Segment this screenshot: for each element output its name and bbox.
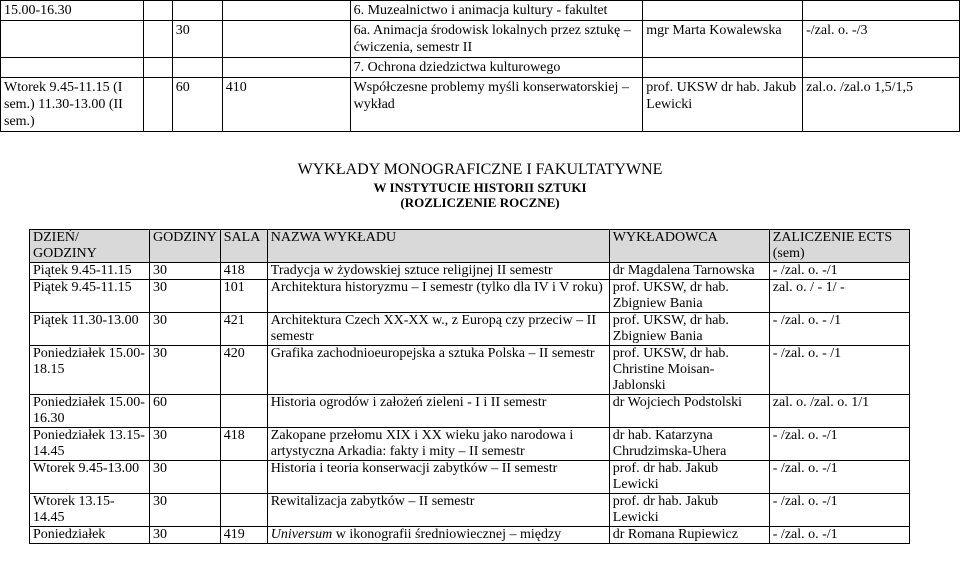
day-cell: Wtorek 13.15-14.45 bbox=[30, 494, 150, 527]
room-cell: 418 bbox=[220, 263, 267, 280]
day-cell: Poniedziałek 13.15-14.45 bbox=[30, 428, 150, 461]
day-cell: Piątek 9.45-11.15 bbox=[30, 280, 150, 313]
table-row bbox=[30, 461, 910, 494]
day-cell: Wtorek 9.45-13.00 bbox=[30, 461, 150, 494]
hours-cell: 30 bbox=[150, 428, 221, 461]
lecturer-cell: mgr Marta Kowalewska bbox=[643, 21, 803, 58]
section-note: (ROZLICZENIE ROCZNE) bbox=[400, 195, 560, 210]
table-row bbox=[1, 78, 960, 132]
course-name-cell: 6a. Animacja środowisk lokalnych przez sztukę – ćwiczenia, semestr II bbox=[350, 21, 643, 58]
lecturer-cell: dr Magdalena Tarnowska bbox=[609, 263, 769, 280]
credit-cell: - /zal. o. -/1 bbox=[769, 527, 909, 544]
course-name-cell: Historia i teoria konserwacji zabytków – II semestr bbox=[267, 461, 609, 494]
lecturer-cell: dr Romana Rupiewicz bbox=[609, 527, 769, 544]
table-row bbox=[30, 313, 910, 346]
day-cell: Wtorek 9.45-11.15 (I sem.) 11.30-13.00 (II sem.) bbox=[1, 78, 144, 132]
room-cell: 418 bbox=[220, 428, 267, 461]
course-name-cell: Architektura historyzmu – I semestr (tylko dla IV i V roku) bbox=[267, 280, 609, 313]
section-subtitle: W INSTYTUCIE HISTORII SZTUKI bbox=[373, 180, 587, 195]
hours-cell: 30 bbox=[150, 280, 221, 313]
lecturer-cell: prof. dr hab. Jakub Lewicki bbox=[609, 494, 769, 527]
previous-schedule-table bbox=[0, 0, 960, 155]
room-cell bbox=[220, 395, 267, 428]
course-name-cell: 6. Muzealnictwo i animacja kultury - fakultet bbox=[350, 1, 643, 21]
table-row bbox=[1, 58, 960, 78]
lectures-table bbox=[29, 229, 910, 544]
day-cell: Piątek 11.30-13.00 bbox=[30, 313, 150, 346]
day-cell: Poniedziałek bbox=[30, 527, 150, 544]
course-name-cell: Architektura Czech XX-XX w., z Europą czy przeciw – II semestr bbox=[267, 313, 609, 346]
credit-cell: - /zal. o. -/1 bbox=[769, 494, 909, 527]
room-cell bbox=[220, 494, 267, 527]
credit-cell: - /zal. o. - /1 bbox=[769, 313, 909, 346]
lecturer-cell: prof. UKSW, dr hab. Zbigniew Bania bbox=[609, 313, 769, 346]
header-credit: ZALICZENIE ECTS (sem) bbox=[769, 230, 909, 263]
credit-cell: - /zal. o. -/1 bbox=[769, 263, 909, 280]
course-name-italic: Universum bbox=[270, 527, 333, 542]
course-name-cell: Historia ogrodów i założeń zieleni - I i II semestr bbox=[267, 395, 609, 428]
hours-cell: 30 bbox=[172, 21, 222, 58]
lecturer-cell: dr Wojciech Podstolski bbox=[609, 395, 769, 428]
table-header-row bbox=[30, 230, 910, 263]
table-row bbox=[30, 395, 910, 428]
course-name-cell: Rewitalizacja zabytków – II semestr bbox=[267, 494, 609, 527]
room-cell: 421 bbox=[220, 313, 267, 346]
header-hours: GODZINY bbox=[150, 230, 221, 263]
credit-cell: - /zal. o. -/1 bbox=[769, 428, 909, 461]
lecturer-cell: prof. dr hab. Jakub Lewicki bbox=[609, 461, 769, 494]
course-name-cell: 7. Ochrona dziedzictwa kulturowego bbox=[350, 58, 643, 78]
header-name: NAZWA WYKŁADU bbox=[267, 230, 609, 263]
day-cell: Poniedziałek 15.00-18.15 bbox=[30, 346, 150, 395]
day-cell: 15.00-16.30 bbox=[1, 1, 144, 21]
credit-cell: zal. o. / - 1/ - bbox=[769, 280, 909, 313]
hours-cell: 30 bbox=[150, 313, 221, 346]
hours-cell: 30 bbox=[150, 494, 221, 527]
hours-cell: 60 bbox=[172, 78, 222, 132]
table-row bbox=[30, 346, 910, 395]
header-day: DZIEŃ/ GODZINY bbox=[30, 230, 150, 263]
room-cell: 419 bbox=[220, 527, 267, 544]
table-row bbox=[30, 263, 910, 280]
room-cell bbox=[220, 461, 267, 494]
room-cell: 101 bbox=[220, 280, 267, 313]
credit-cell: zal. o. /zal. o. 1/1 bbox=[769, 395, 909, 428]
course-name-cell: Współczesne problemy myśli konserwatorskiej – wykład bbox=[350, 78, 643, 132]
section-heading bbox=[0, 160, 960, 210]
credit-cell: -/zal. o. -/3 bbox=[803, 21, 960, 58]
table-row bbox=[30, 280, 910, 313]
lecturer-cell: prof. UKSW, dr hab. Christine Moisan-Jablonski bbox=[609, 346, 769, 395]
header-lecturer: WYKŁADOWCA bbox=[609, 230, 769, 263]
hours-cell: 30 bbox=[150, 263, 221, 280]
hours-cell: 30 bbox=[150, 527, 221, 544]
credit-cell: zal.o. /zal.o 1,5/1,5 bbox=[803, 78, 960, 132]
course-name-cell: Tradycja w żydowskiej sztuce religijnej II semestr bbox=[267, 263, 609, 280]
room-cell: 420 bbox=[220, 346, 267, 395]
credit-cell: - /zal. o. - /1 bbox=[769, 346, 909, 395]
table-row bbox=[1, 1, 960, 21]
table-row bbox=[30, 428, 910, 461]
lecturer-cell: dr hab. Katarzyna Chrudzimska-Uhera bbox=[609, 428, 769, 461]
room-cell: 410 bbox=[222, 78, 350, 132]
hours-cell: 30 bbox=[150, 461, 221, 494]
hours-cell: 60 bbox=[150, 395, 221, 428]
course-name-cell bbox=[267, 527, 609, 544]
header-room: SALA bbox=[220, 230, 267, 263]
course-name-rest: w ikonografii średniowiecznej – między bbox=[332, 527, 562, 542]
course-name-cell: Grafika zachodnioeuropejska a sztuka Polska – II semestr bbox=[267, 346, 609, 395]
section-title: WYKŁADY MONOGRAFICZNE I FAKULTATYWNE bbox=[297, 161, 663, 178]
course-name-cell: Zakopane przełomu XIX i XX wieku jako narodowa i artystyczna Arkadia: fakty i mity – II semestr bbox=[267, 428, 609, 461]
lecturer-cell: prof. UKSW dr hab. Jakub Lewicki bbox=[643, 78, 803, 132]
credit-cell: - /zal. o. -/1 bbox=[769, 461, 909, 494]
hours-cell: 30 bbox=[150, 346, 221, 395]
day-cell: Piątek 9.45-11.15 bbox=[30, 263, 150, 280]
table-row bbox=[30, 494, 910, 527]
table-row bbox=[30, 527, 910, 544]
table-row bbox=[1, 21, 960, 58]
day-cell: Poniedziałek 15.00-16.30 bbox=[30, 395, 150, 428]
lecturer-cell: prof. UKSW, dr hab. Zbigniew Bania bbox=[609, 280, 769, 313]
